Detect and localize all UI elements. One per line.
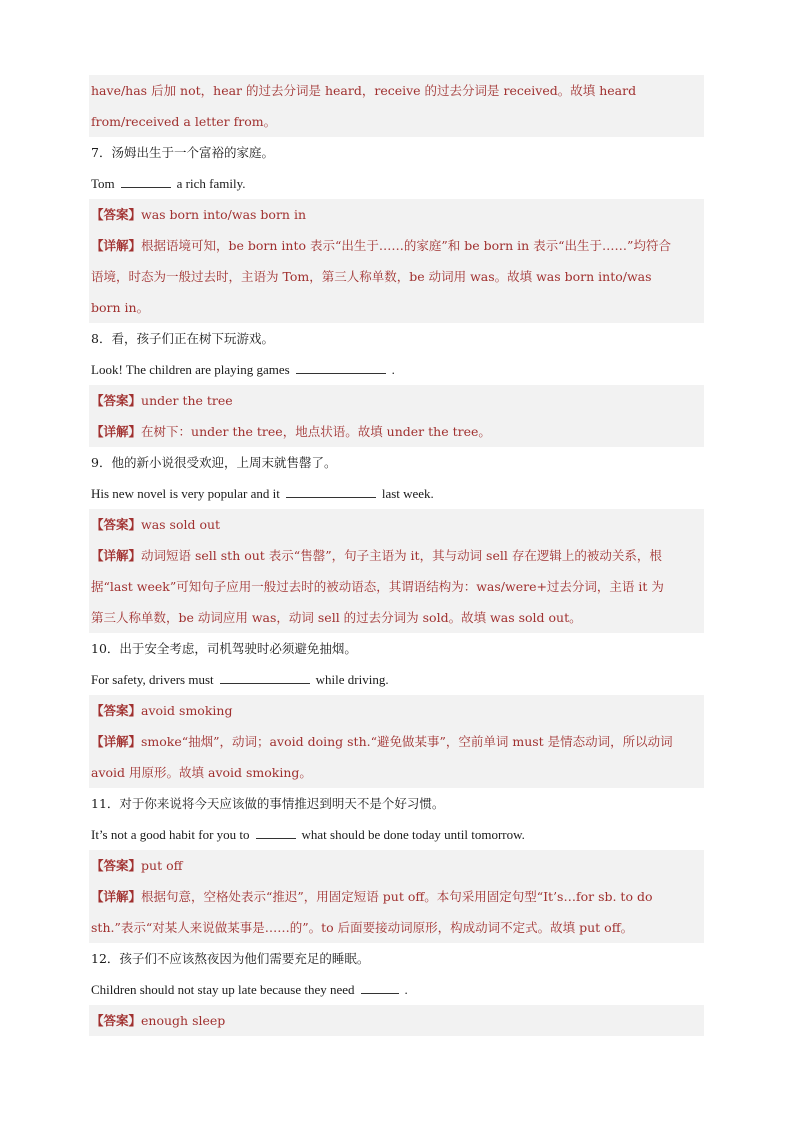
explanation-7: 【详解】根据语境可知，be born into 表示“出生于……的家庭”和 be born in 表示“出生于……”均符合 bbox=[89, 230, 704, 261]
question-10-english: For safety, drivers must while driving. bbox=[91, 672, 389, 687]
answer-9: 【答案】was sold out bbox=[89, 509, 704, 540]
explanation-9: 第三人称单数，be 动词应用 was，动词 sell 的过去分词为 sold。故填 was sold out。 bbox=[89, 602, 704, 633]
answer-blank bbox=[220, 671, 310, 684]
document-page bbox=[89, 75, 704, 1036]
answer-8: 【答案】under the tree bbox=[89, 385, 704, 416]
explanation-continued: have/has 后加 not，hear 的过去分词是 heard，receive 的过去分词是 received。故填 heard bbox=[89, 75, 704, 106]
question-12: 12．孩子们不应该熬夜因为他们需要充足的睡眠。 bbox=[91, 951, 370, 966]
answer-blank bbox=[361, 981, 399, 994]
question-9-english: His new novel is very popular and it last week. bbox=[91, 486, 434, 501]
answer-blank bbox=[121, 175, 171, 188]
answer-7: 【答案】was born into/was born in bbox=[89, 199, 704, 230]
explanation-9: 【详解】动词短语 sell sth out 表示“售罄”，句子主语为 it，其与动词 sell 存在逻辑上的被动关系，根 bbox=[89, 540, 704, 571]
question-7-english: Tom a rich family. bbox=[91, 176, 246, 191]
question-11-english: It’s not a good habit for you to what should be done today until tomorrow. bbox=[91, 827, 525, 842]
answer-blank bbox=[296, 361, 386, 374]
question-7: 7．汤姆出生于一个富裕的家庭。 bbox=[91, 145, 274, 160]
question-9: 9．他的新小说很受欢迎，上周末就售罄了。 bbox=[91, 455, 337, 470]
explanation-8: 【详解】在树下：under the tree，地点状语。故填 under the tree。 bbox=[89, 416, 704, 447]
explanation-9: 据“last week”可知句子应用一般过去时的被动语态，其谓语结构为：was/were+过去分词，主语 it 为 bbox=[89, 571, 704, 602]
explanation-7: born in。 bbox=[89, 292, 704, 323]
question-10: 10．出于安全考虑，司机驾驶时必须避免抽烟。 bbox=[91, 641, 357, 656]
answer-blank bbox=[256, 826, 296, 839]
question-11: 11．对于你来说将今天应该做的事情推迟到明天不是个好习惯。 bbox=[91, 796, 445, 811]
answer-11: 【答案】put off bbox=[89, 850, 704, 881]
answer-blank bbox=[286, 485, 376, 498]
question-12-english: Children should not stay up late because they need . bbox=[91, 982, 408, 997]
explanation-11: 【详解】根据句意，空格处表示“推迟”，用固定短语 put off。本句采用固定句型“It’s…for sb. to do bbox=[89, 881, 704, 912]
question-8: 8．看，孩子们正在树下玩游戏。 bbox=[91, 331, 274, 346]
answer-10: 【答案】avoid smoking bbox=[89, 695, 704, 726]
explanation-10: 【详解】smoke“抽烟”，动词；avoid doing sth.“避免做某事”，空前单词 must 是情态动词，所以动词 bbox=[89, 726, 704, 757]
explanation-10: avoid 用原形。故填 avoid smoking。 bbox=[89, 757, 704, 788]
explanation-11: sth.”表示“对某人来说做某事是……的”。to 后面要接动词原形，构成动词不定式。故填 put off。 bbox=[89, 912, 704, 943]
question-8-english: Look! The children are playing games . bbox=[91, 362, 395, 377]
explanation-7: 语境，时态为一般过去时，主语为 Tom，第三人称单数，be 动词用 was。故填 was born into/was bbox=[89, 261, 704, 292]
answer-12: 【答案】enough sleep bbox=[89, 1005, 704, 1036]
explanation-continued: from/received a letter from。 bbox=[89, 106, 704, 137]
